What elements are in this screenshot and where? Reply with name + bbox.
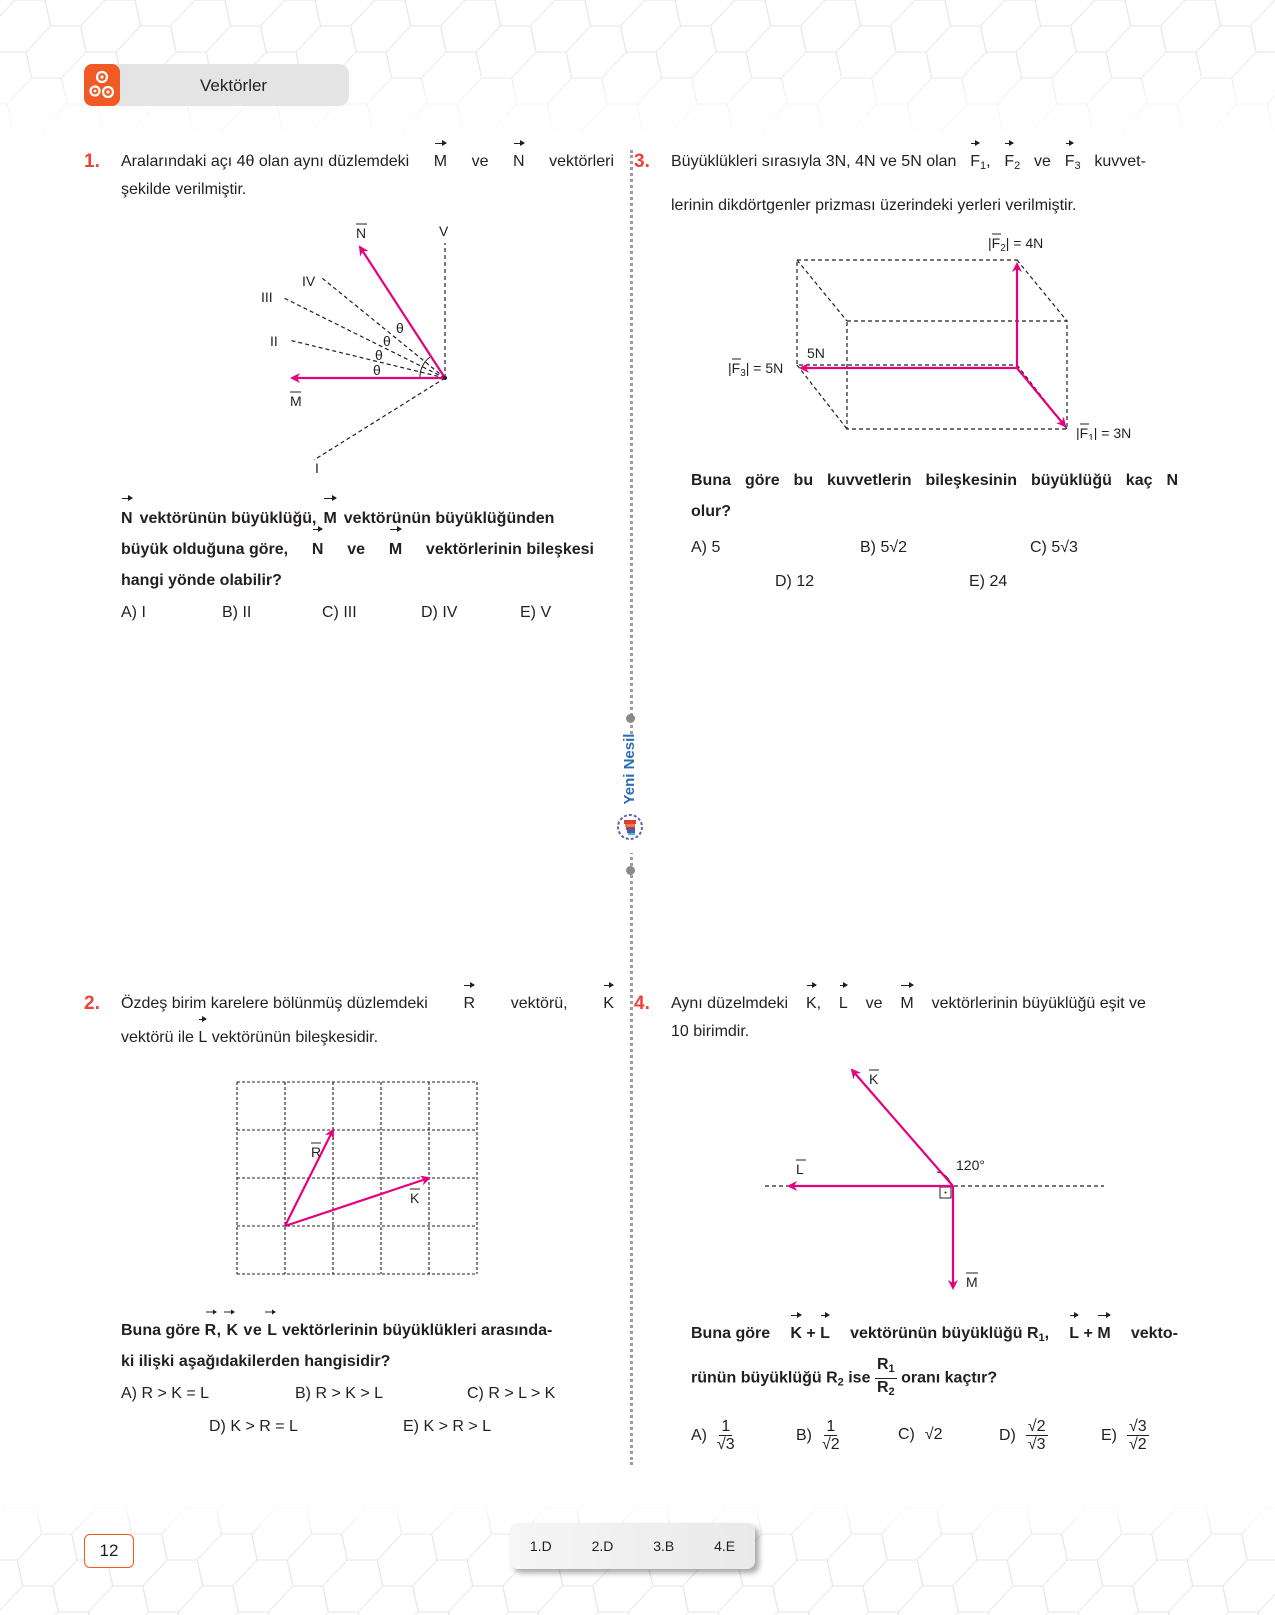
q2-question	[121, 1315, 611, 1377]
label-i: I	[315, 460, 319, 476]
label-ii: II	[270, 333, 278, 349]
question-text: ve	[865, 995, 883, 1012]
fraction-denominator: √2	[822, 1436, 840, 1453]
vector-f3: F	[1065, 148, 1075, 176]
option-e[interactable]: E) K > R > L	[403, 1418, 492, 1435]
option-b[interactable]: B) R > K > L	[295, 1385, 384, 1402]
option-b[interactable]: B) 5√2	[860, 539, 908, 556]
label-theta: θ	[375, 347, 383, 363]
question-text: Özdeş birim karelere bölünmüş düzlemdeki	[121, 995, 428, 1012]
option-d[interactable]: D) 12	[775, 573, 815, 590]
question-text: vektörünün bileşkesidir.	[211, 1029, 379, 1046]
label-iv: IV	[302, 273, 316, 289]
mid-label-5n: 5N	[807, 345, 825, 361]
vector-n: N	[312, 534, 324, 565]
question-vectors	[205, 1315, 278, 1346]
label-k: K	[869, 1071, 879, 1087]
question-vectors-text: R, K ve L	[204, 1322, 278, 1339]
question-text: Büyüklükleri sırasıyla 3N, 4N ve 5N olan	[671, 153, 957, 170]
question-text: vektörünün büyüklüğü R	[850, 1325, 1039, 1342]
option-c[interactable]: C) III	[322, 604, 357, 621]
label-theta: θ	[396, 320, 404, 336]
option-b[interactable]	[796, 1418, 840, 1453]
option-c[interactable]: C) R > L > K	[467, 1385, 556, 1402]
vector-l: L	[1069, 1320, 1079, 1348]
question-text: Aynı düzelmdeki	[671, 995, 789, 1012]
vector-m: M	[323, 503, 336, 534]
option-label: D)	[999, 1426, 1016, 1444]
option-d[interactable]: D) IV	[421, 604, 458, 621]
option-label: B)	[796, 1426, 812, 1444]
option-b[interactable]: B) II	[222, 604, 252, 621]
question-text: Buna göre bu kuvvetlerin bileşkesinin büyüklüğü kaç N	[691, 472, 1178, 489]
gears-icon	[84, 64, 120, 106]
q3-question	[691, 465, 1178, 527]
label-r: R	[311, 1144, 322, 1160]
question-text: Buna göre	[691, 1325, 771, 1342]
vector-m: M	[900, 990, 913, 1018]
vector-m: M	[389, 534, 402, 565]
fraction-numerator: 1	[826, 1418, 836, 1435]
question-text: 10 birimdir.	[671, 1023, 750, 1040]
page-number: 12	[84, 1534, 134, 1568]
question-1	[84, 148, 614, 204]
option-c[interactable]	[898, 1426, 943, 1444]
q1-question	[121, 503, 594, 596]
question-text: kuvvet-	[1094, 153, 1146, 170]
question-4: 4. Aynı düzelmdeki K, L ve M vektörlerinin büyüklüğü eşit ve 10 birimdir.	[634, 990, 1146, 1046]
direction-iii-line	[284, 298, 445, 378]
vector-arrows-icon	[205, 1312, 206, 1313]
subscript: 1	[888, 1363, 895, 1375]
badge-logo-icon	[616, 813, 644, 841]
question-number: 4.	[634, 993, 650, 1014]
question-number: 1.	[84, 151, 100, 172]
vector-k: K	[603, 990, 614, 1018]
question-3: 3. Büyüklükleri sırasıyla 3N, 4N ve 5N olan $F_1$, $F_2$ ve $F_3$ kuvvet- lerinin dikdörtgenler prizması üzerindeki yerleri verilmiştir.	[634, 148, 1146, 220]
vector-l: L	[198, 1024, 207, 1052]
question-number: 3.	[634, 151, 650, 172]
badge-text: Yeni Nesil	[621, 733, 638, 805]
vector-f2: F	[1004, 148, 1014, 176]
angle-label: 120°	[956, 1157, 985, 1173]
label-iii: III	[261, 289, 273, 305]
vector-k: K	[790, 1320, 802, 1348]
fraction-denominator: √3	[717, 1436, 735, 1453]
label-n: N	[356, 225, 367, 241]
option-d[interactable]: D) K > R = L	[209, 1418, 298, 1435]
subscript: 2	[888, 1386, 895, 1398]
f3-magnitude-label: $|F_3| = 5N$	[728, 360, 784, 379]
prism-back-face	[797, 260, 1017, 365]
question-text: vekto-	[1130, 1325, 1178, 1342]
prism-front-face	[847, 321, 1067, 429]
vector-k-arrow	[852, 1070, 953, 1186]
option-e[interactable]: E) 24	[969, 573, 1008, 590]
vector-l: L	[820, 1320, 830, 1348]
option-d[interactable]	[999, 1418, 1048, 1453]
question-text: Buna göre	[121, 1322, 201, 1339]
question-text: şekilde verilmiştir.	[121, 181, 247, 198]
f1-magnitude-label: $|F_1| = 3N$	[1076, 425, 1132, 440]
question-text: vektörlerinin büyüklüğü eşit ve	[931, 995, 1146, 1012]
option-c[interactable]: C) 5√3	[1030, 539, 1078, 556]
subscript: 1	[980, 160, 987, 172]
question-text: lerinin dikdörtgenler prizması üzerindeki yerleri verilmiştir.	[671, 197, 1077, 214]
subscript: 3	[1074, 160, 1081, 172]
question-text: ki ilişki aşağıdakilerden hangisidir?	[121, 1353, 391, 1370]
direction-i-line	[314, 378, 445, 460]
question-text: hangi yönde olabilir?	[121, 572, 282, 589]
vector-k: K	[806, 990, 817, 1018]
question-text: vektörlerinin bileşkesi	[425, 541, 594, 558]
divider-dot	[626, 714, 635, 723]
subscript: 2	[837, 1376, 844, 1389]
answer-key-item: 2.D	[591, 1538, 614, 1554]
vector-f1-arrow	[1017, 368, 1065, 426]
question-text: vektörü ile	[121, 1029, 194, 1046]
q2-grid-figure	[230, 1065, 495, 1275]
question-text: büyük olduğuna göre,	[121, 541, 289, 558]
page-title: Vektörler	[200, 76, 268, 95]
question-text: oranı kaçtır?	[901, 1369, 998, 1387]
yeni-nesil-badge	[606, 735, 654, 853]
option-e[interactable]: E) V	[520, 604, 552, 621]
subscript: 1	[1038, 1332, 1045, 1344]
vector-m: M	[1097, 1320, 1110, 1348]
question-text: ve	[471, 153, 489, 170]
unit-grid	[237, 1082, 477, 1274]
question-text: vektörlerinin büyüklükleri arasında-	[282, 1322, 553, 1339]
question-2	[84, 990, 614, 1052]
fraction-numerator: 1	[721, 1418, 731, 1435]
question-number: 2.	[84, 993, 100, 1014]
vector-l: L	[839, 990, 848, 1018]
f2-magnitude-label: $|F_2| = 4N$	[988, 235, 1044, 254]
answer-key-item: 1.D	[529, 1538, 552, 1554]
question-text: rünün büyüklüğü R	[691, 1369, 838, 1387]
subscript: 2	[1014, 160, 1021, 172]
question-text: vektörü,	[510, 995, 568, 1012]
label-m: M	[966, 1274, 978, 1290]
q3-prism-figure	[700, 220, 1140, 440]
label-theta: θ	[383, 333, 391, 349]
question-text: vektörünün büyüklüğü,	[139, 510, 317, 527]
fraction-denominator: R	[876, 1379, 889, 1396]
option-a[interactable]: A) 5	[691, 539, 721, 556]
question-text: olur?	[691, 503, 731, 520]
label-theta: θ	[373, 362, 381, 378]
fraction-denominator: √3	[1027, 1436, 1046, 1453]
vector-m: M	[434, 148, 447, 176]
question-text: vektörleri	[549, 153, 614, 170]
label-l: L	[796, 1161, 804, 1177]
question-text: ise	[848, 1369, 871, 1387]
ratio-fraction	[875, 1356, 897, 1401]
question-text: ve	[1034, 153, 1051, 170]
label-v: V	[439, 223, 449, 239]
vector-n: N	[121, 503, 133, 534]
fraction-numerator: √3	[1129, 1418, 1147, 1435]
option-e[interactable]	[1101, 1418, 1149, 1453]
option-label: E)	[1101, 1426, 1117, 1444]
fraction-denominator: √2	[1129, 1436, 1147, 1453]
vector-n-arrow	[360, 247, 445, 378]
option-a[interactable]: A) I	[121, 604, 146, 621]
fraction-numerator: R	[876, 1356, 889, 1373]
q1-figure	[250, 215, 480, 480]
option-value: √2	[924, 1426, 943, 1443]
option-a[interactable]: A) R > K = L	[121, 1385, 210, 1402]
answer-key-item: 3.B	[653, 1538, 675, 1554]
question-text: ve	[347, 541, 366, 558]
answer-key	[510, 1523, 755, 1569]
label-m: M	[290, 393, 302, 409]
option-label: C)	[898, 1426, 915, 1443]
q4-figure	[735, 1065, 1105, 1300]
question-text: Aralarındaki açı 4θ olan aynı düzlemdeki	[121, 153, 410, 170]
fraction-numerator: √2	[1027, 1418, 1046, 1435]
vector-n: N	[513, 148, 525, 176]
vector-r: R	[463, 990, 475, 1018]
answer-key-item: 4.E	[714, 1538, 736, 1554]
label-k: K	[410, 1190, 420, 1206]
question-text: vektörünün büyüklüğünden	[343, 510, 555, 527]
option-a[interactable]	[691, 1418, 735, 1453]
q4-question: Buna göre K + L vektörünün büyüklüğü $R_1$, L + M vekto- rünün büyüklüğü $R_2$ ise $\frac{R_1}{R_2}$ oranı kaçtır?	[691, 1320, 1178, 1401]
divider-dot	[626, 866, 635, 875]
option-label: A)	[691, 1426, 707, 1444]
vector-f1: F	[970, 148, 980, 176]
